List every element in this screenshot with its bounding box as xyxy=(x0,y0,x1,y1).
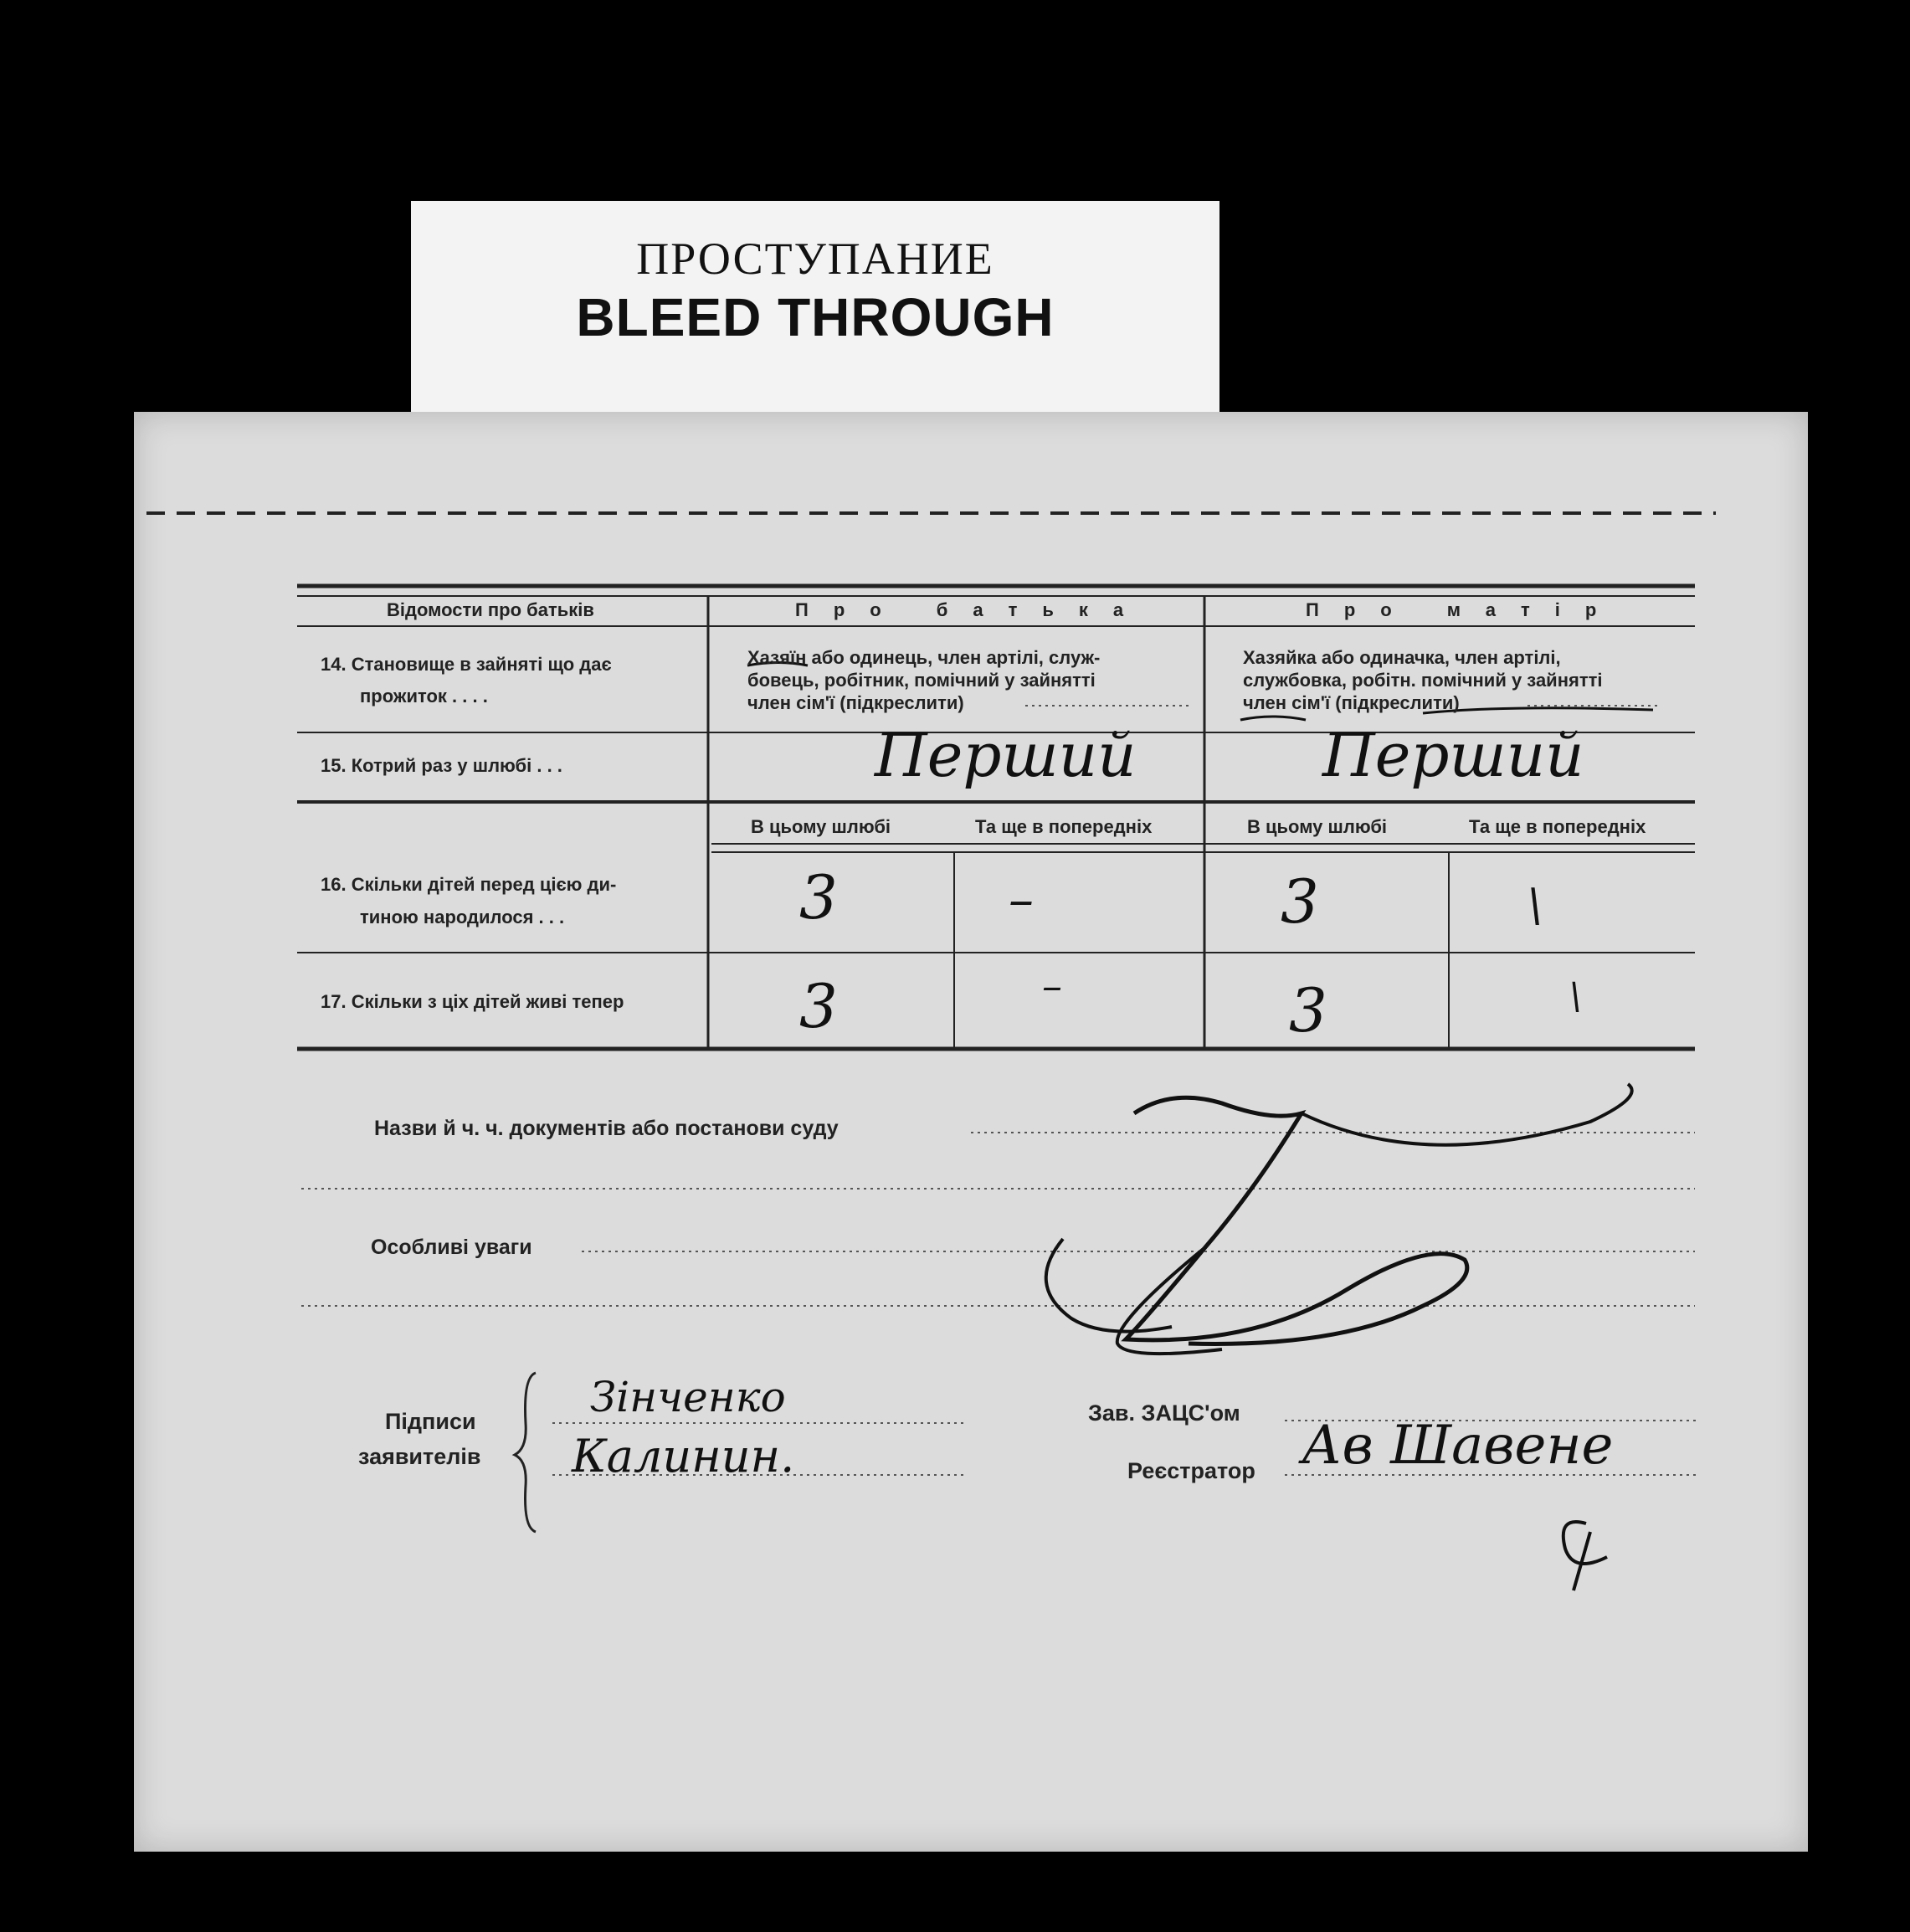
label-english: BLEED THROUGH xyxy=(576,287,1055,347)
row16-label-line1: 16. Скільки дітей перед цією ди- xyxy=(321,874,617,895)
row17-mother-this: 3 xyxy=(1289,975,1327,1046)
row14-father-line2: бовець, робітник, помічний у зайнятті xyxy=(747,670,1096,691)
row15-mother-value: Перший xyxy=(1322,720,1584,790)
row15-label: 15. Котрий раз у шлюбі . . . xyxy=(321,755,562,776)
row17-father-prev: – xyxy=(1042,963,1062,1010)
signatures-label-line1: Підписи xyxy=(385,1409,476,1434)
row14-mother-line2: службовка, робітн. помічний у зайнятті xyxy=(1243,670,1603,691)
row14-father-line3: член сім'ї (підкреслити) xyxy=(747,692,964,713)
registrar-signature: Ав Шавене xyxy=(1302,1415,1614,1477)
signatures-label-line2: заявителів xyxy=(358,1444,481,1469)
row17-label: 17. Скільки з ціх дітей живі тепер xyxy=(321,991,624,1012)
row17-mother-prev: \ xyxy=(1569,975,1582,1018)
subheader-this-marriage-father: В цьому шлюбі xyxy=(751,816,891,837)
row16-mother-this: 3 xyxy=(1281,866,1319,937)
signer1-signature: Зінченко xyxy=(590,1373,786,1421)
row14-mother-line1: Хазяйка або одиначка, член артілі, xyxy=(1243,647,1561,668)
subheader-this-marriage-mother: В цьому шлюбі xyxy=(1247,816,1388,837)
header-col2: Про батька xyxy=(795,599,1149,620)
label-russian: ПРОСТУПАНИЕ xyxy=(636,234,994,284)
head-label: Зав. ЗАЦС'ом xyxy=(1088,1400,1240,1426)
row15-father-value: Перший xyxy=(875,720,1137,790)
row14-label-line1: 14. Становище в зайняті що дає xyxy=(321,654,612,675)
row14-mother-line3: член сім'ї (підкреслити) xyxy=(1243,692,1460,713)
row17-father-this: 3 xyxy=(799,971,838,1041)
subheader-previous-mother: Та ще в попередніх xyxy=(1469,816,1646,837)
documents-label: Назви й ч. ч. документів або постанови суду xyxy=(374,1117,839,1140)
row14-label-line2: прожиток . . . . xyxy=(360,686,488,707)
signer2-signature: Калинин. xyxy=(572,1430,795,1482)
row14-father-line1: Хазяїн або одинець, член артілі, служ- xyxy=(747,647,1101,668)
row16-father-prev: – xyxy=(1009,871,1034,929)
header-col1: Відомости про батьків xyxy=(387,599,594,620)
row16-father-this: 3 xyxy=(799,862,838,933)
subheader-previous-father: Та ще в попередніх xyxy=(975,816,1153,837)
row16-label-line2: тиною народилося . . . xyxy=(360,907,565,927)
header-col3: Про матір xyxy=(1306,599,1622,620)
notes-label: Особливі уваги xyxy=(371,1236,532,1259)
row16-mother-prev: \ xyxy=(1527,879,1543,932)
registrar-label: Реєстратор xyxy=(1127,1458,1255,1483)
